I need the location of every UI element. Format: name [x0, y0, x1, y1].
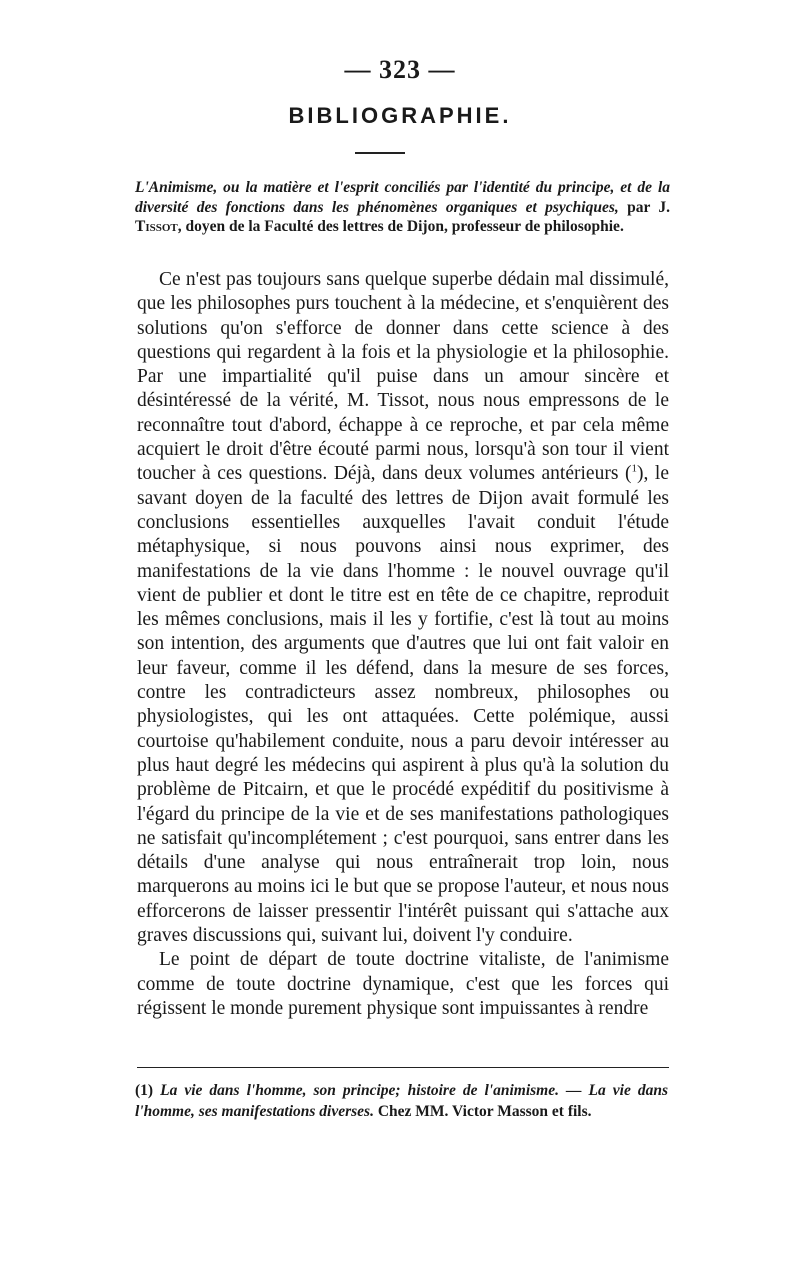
- author-description: , doyen de la Faculté des lettres de Dijon, professeur de philosophie.: [177, 218, 624, 235]
- book-title: L'Animisme, ou la matière et l'esprit conciliés par l'identité du principe, et de la diversité des fonctions dans les phénomènes organiques et psychiques,: [135, 179, 670, 216]
- footnote-divider: [137, 1067, 669, 1068]
- article-body: [137, 268, 669, 1021]
- paragraph: Le point de départ de toute doctrine vitaliste, de l'animisme comme de toute doctrine dynamique, c'est que les forces qui régissent le monde purement physique sont impuissantes à rendre: [137, 949, 669, 1019]
- footnote-number: 1: [140, 1082, 148, 1099]
- paragraph: [137, 268, 669, 948]
- bibliography-entry: [135, 178, 670, 237]
- footnote: (1) La vie dans l'homme, son principe; histoire de l'animisme. — La vie dans l'homme, ses manifestations diverses. Chez MM. Victor Masson et fils.: [135, 1082, 668, 1120]
- section-title: BIBLIOGRAPHIE.: [288, 103, 512, 128]
- author-name: Tissot: [135, 218, 178, 235]
- by-label: par J.: [627, 198, 670, 216]
- footnote-marker: 1: [631, 462, 637, 475]
- title-divider: [355, 152, 405, 154]
- page-number: — 323 —: [344, 55, 456, 84]
- footnote-titles: La vie dans l'homme, son principe; histoire de l'animisme. — La vie dans l'homme, ses manifestations diverses.: [135, 1082, 668, 1120]
- footnote-publisher: Chez MM. Victor Masson et fils.: [373, 1103, 592, 1120]
- paragraph-text: ), le savant doyen de la faculté des lettres de Dijon avait formulé les conclusions essentielles auxquelles l'avait conduit l'étude métaphysique, si nous pouvons ainsi nous exprimer, des manifestations de la vie dans l'homme : le nouvel ouvrage qu'il vient de publier et dont le titre est en tête de ce chapitre, reproduit les mêmes conclusions, mais il les y fortifie, c'est là tout au moins son intention, des arguments que d'autres que lui ont fait valoir en leur faveur, comme il les défend, dans la mesure de ses forces, contre les contradicteurs assez nombreux, philosophes ou physiologistes, qui les ont attaquées. Cette polémique, aussi courtoise qu'habilement conduite, nous a paru devoir intéresser au plus haut degré les médecins qui aspirent à plus qu'à la solution du problème de Pitcairn, et que le procédé expéditif du positivisme à l'égard du principe de la vie et de ses manifestations pathologiques ne satisfait qu'incomplétement ; c'est pourquoi, sans entrer dans les détails d'une analyse qui nous entraînerait trop loin, nous marquerons au moins ici le but que se propose l'auteur, et nous nous efforcerons de laisser pressentir l'intérêt puissant qui s'attache aux graves discussions qui, suivant lui, doivent l'y conduire.: [137, 463, 669, 947]
- paragraph-text: Ce n'est pas toujours sans quelque superbe dédain mal dissimulé, que les philosophes purs touchent à la médecine, et s'enquièrent des solutions qu'on s'efforce de donner dans cette science à des questions qui regardent à la fois et la physiologie et la philosophie. Par une impartialité qu'il puise dans un amour sincère et désintéressé de la vérité, M. Tissot, nous nous empressons de le reconnaître tout d'abord, échappe à ce reproche, et par cela même acquiert le droit d'être écouté parmi nous, lorsqu'à son tour il vient toucher à ces questions. Déjà, dans deux volumes antérieurs (: [137, 269, 669, 485]
